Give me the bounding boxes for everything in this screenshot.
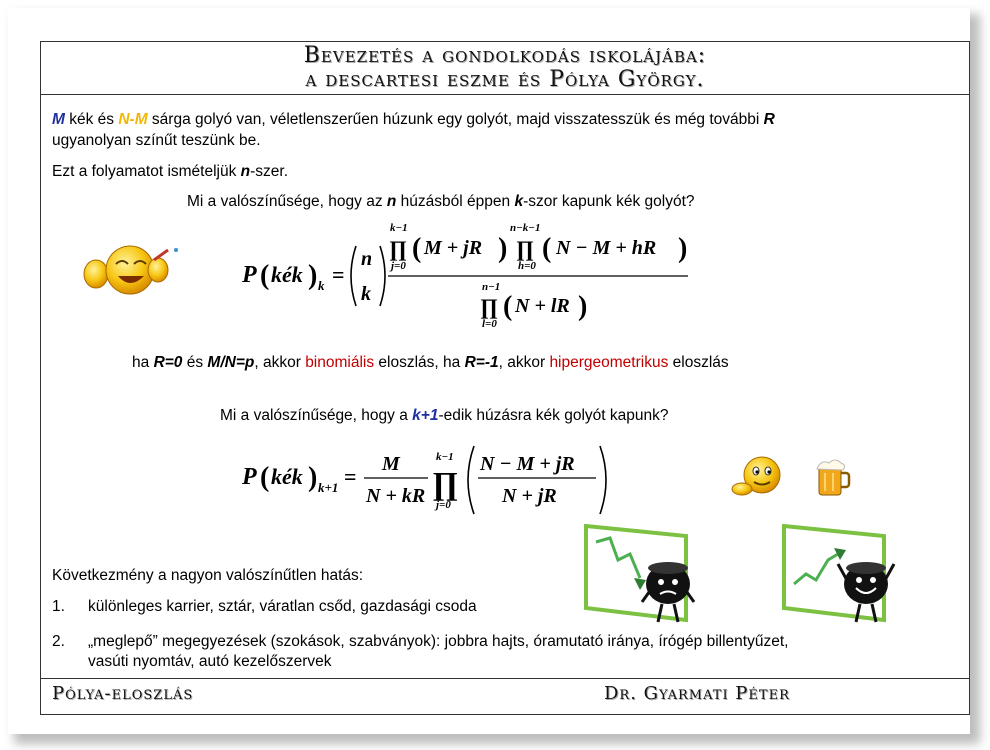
term3-lparen: ( xyxy=(503,291,513,322)
f2-prod-symbol: ∏ xyxy=(432,465,459,501)
intro-M: M xyxy=(52,111,65,128)
f2-den: N + kR xyxy=(366,485,426,507)
prod3-bottom: l=0 xyxy=(482,318,497,330)
term2-lparen: ( xyxy=(542,233,552,264)
intro-text-1: kék és xyxy=(64,111,119,128)
cond-text-2: és xyxy=(182,354,208,371)
consequence-item-2-text-cont: vasúti nyomtáv, autó kezelőszervek xyxy=(88,653,332,670)
laughing-emoji-icon xyxy=(80,240,180,300)
intro-NM: N-M xyxy=(118,111,148,128)
q2-k: k+1 xyxy=(412,407,439,424)
f1-rparen: ) xyxy=(308,260,318,291)
cond-binomial: binomiális xyxy=(305,354,375,371)
cond-text-4: eloszlás, ha xyxy=(374,354,465,371)
footer-divider xyxy=(41,678,969,679)
header-divider xyxy=(41,94,969,95)
consequence-item-1-num: 1. xyxy=(52,598,65,615)
formula-1 xyxy=(238,220,708,330)
consequence-heading: Következmény a nagyon valószínűtlen hatás: xyxy=(52,567,364,584)
cond-hypergeometric: hipergeometrikus xyxy=(549,354,669,371)
happy-chart-figure-icon xyxy=(780,524,920,626)
f2-inner-num: N − M + jR xyxy=(480,453,575,475)
title-line-2: a descartesi eszme és Pólya György. xyxy=(305,67,705,92)
f2-P: P xyxy=(242,464,257,490)
beer-mug-icon xyxy=(815,457,851,497)
sad-chart-figure-icon xyxy=(582,524,722,626)
f2-big-rparen xyxy=(600,446,606,514)
f2-sub: k+1 xyxy=(318,480,339,495)
prod3-symbol: ∏ xyxy=(480,294,499,319)
prod2-top: n−k−1 xyxy=(510,222,541,234)
formula-2 xyxy=(238,440,618,520)
binom-top: n xyxy=(361,248,373,270)
cond-text-1: ha xyxy=(132,354,154,371)
term1-lparen: ( xyxy=(412,233,422,264)
q1-n: n xyxy=(386,193,397,210)
term1: M + jR xyxy=(424,237,483,259)
f1-lparen: ( xyxy=(260,260,270,291)
cond-MNp: M/N=p xyxy=(207,354,255,371)
q1-k: k xyxy=(514,193,524,210)
repeat-text-2: -szer. xyxy=(250,163,289,180)
prod2-bottom: h=0 xyxy=(518,260,536,272)
f2-big-lparen xyxy=(468,446,474,514)
f2-rparen: ) xyxy=(308,462,318,493)
question-1 xyxy=(187,192,695,212)
q1-text-2: húzásból éppen xyxy=(396,193,515,210)
q2-text-1: Mi a valószínűsége, hogy a xyxy=(220,407,413,424)
q1-text-3: -szor kapunk kék golyót? xyxy=(523,193,695,210)
f2-prod-bottom: j=0 xyxy=(436,499,451,511)
title-line-1: Bevezetés a gondolkodás iskolájába: xyxy=(303,43,707,68)
q2-text-2: -edik húzásra kék golyót kapunk? xyxy=(438,407,669,424)
prod3-top: n−1 xyxy=(482,281,501,293)
f2-prod-top: k−1 xyxy=(436,451,454,463)
consequence-item-1-text: különleges karrier, sztár, váratlan csőd, gazdasági csoda xyxy=(88,598,477,615)
term2-rparen: ) xyxy=(678,233,688,264)
term1-rparen: ) xyxy=(498,233,508,264)
intro-paragraph xyxy=(52,110,952,130)
footer-left: Pólya-eloszlás xyxy=(52,683,194,704)
f1-sub: k xyxy=(318,278,325,293)
cond-R0: R=0 xyxy=(153,354,183,371)
consequence-item-2-num: 2. xyxy=(52,633,65,650)
f2-lparen: ( xyxy=(260,462,270,493)
q1-text-1: Mi a valószínűsége, hogy az xyxy=(187,193,387,210)
prod1-bottom: j=0 xyxy=(391,260,406,272)
binom-bottom: k xyxy=(361,283,371,305)
repeat-n: n xyxy=(240,163,251,180)
binom-lparen xyxy=(351,246,356,306)
term3-rparen: ) xyxy=(578,291,588,322)
f1-eq: = xyxy=(332,262,345,287)
term3: N + lR xyxy=(515,295,570,317)
repeat-sentence xyxy=(52,162,288,182)
intro-text-2: sárga golyó van, véletlenszerűen húzunk egy golyót, majd visszatesszük és még további xyxy=(147,111,764,128)
f2-eq: = xyxy=(344,464,357,489)
f1-arg: kék xyxy=(271,262,303,287)
repeat-text-1: Ezt a folyamatot ismételjük xyxy=(52,163,241,180)
prod1-top: k−1 xyxy=(390,222,408,234)
thinking-emoji-icon xyxy=(730,455,786,497)
intro-R: R xyxy=(763,111,775,128)
f2-num: M xyxy=(382,453,400,475)
intro-line-2: ugyanolyan színűt teszünk be. xyxy=(52,132,261,149)
cond-text-5: , akkor xyxy=(498,354,550,371)
question-2 xyxy=(220,406,669,426)
f2-inner-den: N + jR xyxy=(502,485,557,507)
prod1-symbol: ∏ xyxy=(389,236,408,261)
f2-arg: kék xyxy=(271,464,303,489)
prod2-symbol: ∏ xyxy=(516,236,535,261)
footer-right: Dr. Gyarmati Péter xyxy=(604,683,790,704)
cond-Rm1: R=-1 xyxy=(464,354,499,371)
consequence-item-2-text: „meglepő” megegyezések (szokások, szabványok): jobbra hajts, óramutató iránya, írógép billentyűzet, xyxy=(88,633,789,650)
term2: N − M + hR xyxy=(556,237,657,259)
binom-rparen xyxy=(380,246,385,306)
f1-P: P xyxy=(242,262,257,288)
cond-text-3: , akkor xyxy=(254,354,306,371)
cond-text-6: eloszlás xyxy=(668,354,729,371)
condition-sentence xyxy=(132,353,729,373)
